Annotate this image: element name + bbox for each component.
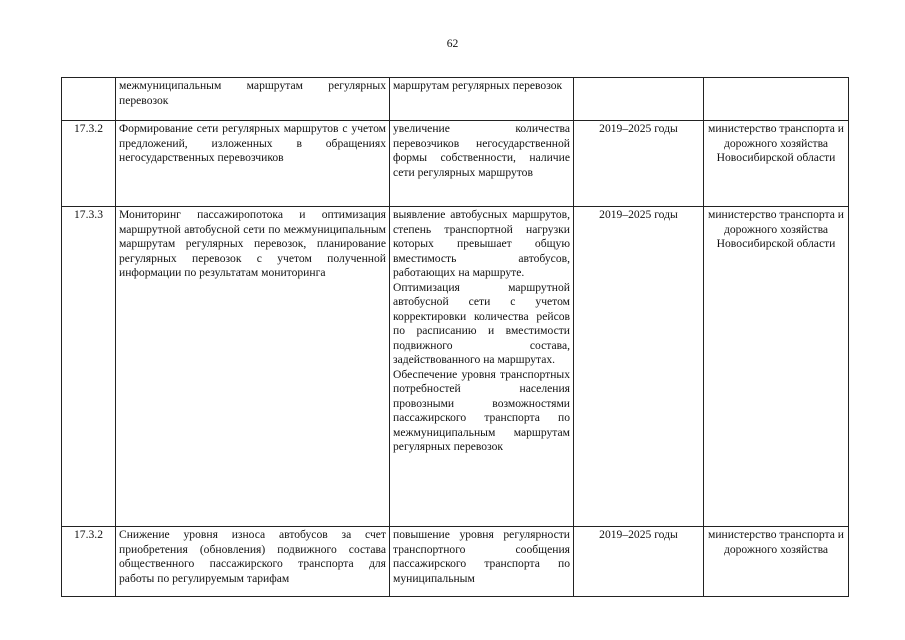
expected-result xyxy=(390,78,574,121)
result-paragraph: Оптимизация маршрутной автобусной сети с учетом корректировки количества рейсов по расписанию и вместимости подвижного состава, задействованного на маршрутах. xyxy=(393,280,570,366)
page-number: 62 xyxy=(446,37,459,50)
implementation-period: 2019–2025 годы xyxy=(574,527,704,597)
responsible-executor xyxy=(704,78,849,121)
measures-table xyxy=(61,77,849,597)
responsible-executor: министерство транспорта и дорожного хозяйства Новосибирской области xyxy=(704,207,849,527)
responsible-executor: министерство транспорта и дорожного хозяйства xyxy=(704,527,849,597)
responsible-executor: министерство транспорта и дорожного хозяйства Новосибирской области xyxy=(704,121,849,207)
event-description: межмуниципальным маршрутам регулярных перевозок xyxy=(116,78,390,121)
item-number: 17.3.3 xyxy=(62,207,116,527)
item-number: 17.3.2 xyxy=(62,121,116,207)
result-paragraph: Обеспечение уровня транспортных потребностей населения провозными возможностями пассажирского транспорта по межмуниципальным маршрутам регулярных перевозок xyxy=(393,367,570,453)
implementation-period: 2019–2025 годы xyxy=(574,207,704,527)
event-description: Мониторинг пассажиропотока и оптимизация маршрутной автобусной сети по межмуниципальным маршрутам регулярных перевозок, планирование регулярных перевозок с учетом полученной информации по результатам мониторинга xyxy=(116,207,390,527)
expected-result xyxy=(390,527,574,597)
item-number xyxy=(62,78,116,121)
table-row xyxy=(62,121,849,207)
table-row xyxy=(62,207,849,527)
expected-result xyxy=(390,121,574,207)
event-description: Снижение уровня износа автобусов за счет приобретения (обновления) подвижного состава общественного пассажирского транспорта для работы по регулируемым тарифам xyxy=(116,527,390,597)
result-paragraph: повышение уровня регулярности транспортного сообщения пассажирского транспорта по муниципальным xyxy=(393,528,570,585)
table-row xyxy=(62,78,849,121)
result-paragraph: увеличение количества перевозчиков негосударственной формы собственности, наличие сети регулярных маршрутов xyxy=(393,122,570,179)
result-paragraph: выявление автобусных маршрутов, степень транспортной нагрузки которых превышает общую вместимость автобусов, работающих на маршруте. xyxy=(393,208,570,279)
result-paragraph: маршрутам регулярных перевозок xyxy=(393,79,563,92)
item-number: 17.3.2 xyxy=(62,527,116,597)
expected-result xyxy=(390,207,574,527)
table-row xyxy=(62,527,849,597)
event-description: Формирование сети регулярных маршрутов с учетом предложений, изложенных в обращениях негосударственных перевозчиков xyxy=(116,121,390,207)
implementation-period: 2019–2025 годы xyxy=(574,121,704,207)
implementation-period xyxy=(574,78,704,121)
